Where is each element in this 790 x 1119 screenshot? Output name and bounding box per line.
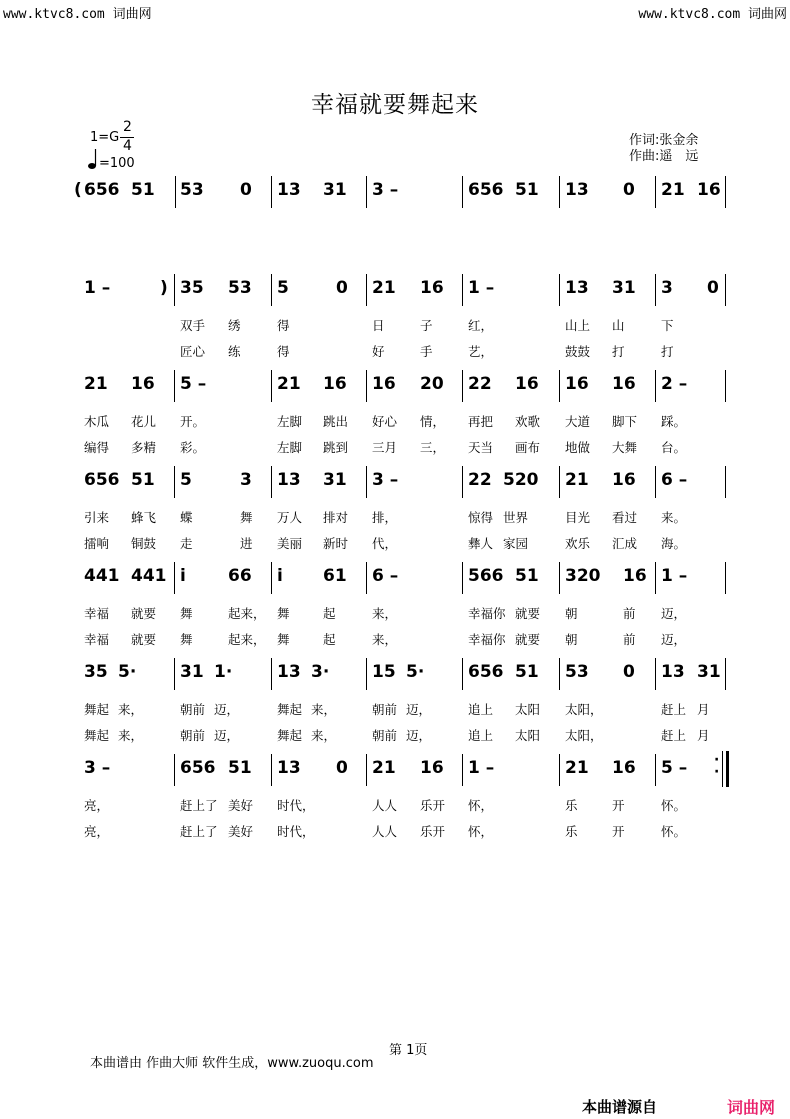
lyric: 赶上 xyxy=(661,702,687,717)
lyric: 得 xyxy=(277,344,290,359)
note: 31 xyxy=(697,662,721,682)
lyric: 美好 xyxy=(228,824,254,839)
note: 0 xyxy=(707,278,719,298)
lyric: 台。 xyxy=(661,440,687,455)
lyric: 迈， xyxy=(214,702,240,717)
lyric: 起 xyxy=(323,632,336,647)
lyric: 舞 xyxy=(180,632,193,647)
note: 21 xyxy=(565,758,589,778)
note: 16 xyxy=(372,374,396,394)
lyric: 天当 xyxy=(468,440,494,455)
note: 20 xyxy=(420,374,444,394)
bar-line xyxy=(655,370,656,402)
note: 320 xyxy=(565,566,601,586)
bar-line xyxy=(271,754,272,786)
bar-line xyxy=(271,370,272,402)
note: 31 xyxy=(323,470,347,490)
time-sig-bottom: 4 xyxy=(123,138,132,154)
note: 5 – xyxy=(180,374,207,394)
lyric: 日 xyxy=(372,318,385,333)
note: 16 xyxy=(420,758,444,778)
lyric: 美丽 xyxy=(277,536,303,551)
note: 1 – xyxy=(84,278,111,298)
lyric: 幸福你 xyxy=(468,606,506,621)
bar-line xyxy=(462,370,463,402)
lyric: 朝前 xyxy=(372,702,398,717)
page-number: 第 1页 xyxy=(389,1043,428,1058)
note: 21 xyxy=(84,374,108,394)
bar-line xyxy=(462,466,463,498)
lyric: 走 xyxy=(180,536,193,551)
note: 1 – xyxy=(661,566,688,586)
bar-line xyxy=(655,658,656,690)
note: 35 xyxy=(84,662,108,682)
lyric: 月 xyxy=(697,728,710,743)
note: 16 xyxy=(623,566,647,586)
note: 5 – xyxy=(661,758,688,778)
bar-line xyxy=(366,466,367,498)
lyric: 跳到 xyxy=(323,440,349,455)
lyric: 家园 xyxy=(503,536,529,551)
lyric: 亮， xyxy=(84,798,110,813)
note: 35 xyxy=(180,278,204,298)
lyric: 美好 xyxy=(228,798,254,813)
lyric: 太阳 xyxy=(515,702,541,717)
lyric: 欢乐 xyxy=(565,536,591,551)
lyric: 乐开 xyxy=(420,824,446,839)
lyric: 来， xyxy=(372,606,398,621)
lyric: 山 xyxy=(612,318,625,333)
lyric: 情， xyxy=(420,414,446,429)
note: 31 xyxy=(612,278,636,298)
lyric: 练 xyxy=(228,344,241,359)
note: 61 xyxy=(323,566,347,586)
note: 13 xyxy=(565,180,589,200)
lyric: 擂响 xyxy=(84,536,110,551)
lyric: 绣 xyxy=(228,318,241,333)
note: 3 xyxy=(661,278,673,298)
bar-line xyxy=(271,274,272,306)
lyric: 乐 xyxy=(565,798,578,813)
bar-line xyxy=(725,274,726,306)
lyric: 好心 xyxy=(372,414,398,429)
lyric: 月 xyxy=(697,702,710,717)
lyric: 来， xyxy=(118,728,144,743)
lyric: 彝人 xyxy=(468,536,494,551)
lyric: 目光 xyxy=(565,510,591,525)
bar-line xyxy=(366,658,367,690)
bar-line xyxy=(174,562,175,594)
bar-line xyxy=(366,562,367,594)
lyric: 朝 xyxy=(565,606,578,621)
lyric: 再把 xyxy=(468,414,494,429)
bar-line xyxy=(174,466,175,498)
lyric: 海。 xyxy=(661,536,687,551)
lyric: 来， xyxy=(311,702,337,717)
note: 441 xyxy=(84,566,120,586)
lyric: 蝶 xyxy=(180,510,193,525)
lyric: 下 xyxy=(661,318,674,333)
key-label: 1=G xyxy=(90,130,120,145)
quarter-note-icon xyxy=(88,147,98,171)
note: 16 xyxy=(612,470,636,490)
bar-line xyxy=(462,274,463,306)
lyric: 欢歌 xyxy=(515,414,541,429)
lyric: 人人 xyxy=(372,824,398,839)
note: 13 xyxy=(277,662,301,682)
lyric: 蜂飞 xyxy=(131,510,157,525)
bar-line xyxy=(175,176,176,208)
bar-line xyxy=(366,176,367,208)
note: 656 xyxy=(180,758,216,778)
lyric: 新时 xyxy=(323,536,349,551)
bar-line xyxy=(366,274,367,306)
footer-note: 本曲谱由 作曲大师 软件生成，www.zuoqu.com xyxy=(90,1056,374,1071)
note: 13 xyxy=(277,470,301,490)
lyric: 来， xyxy=(311,728,337,743)
bar-line xyxy=(725,370,726,402)
note: 21 xyxy=(372,758,396,778)
lyric: 艺， xyxy=(468,344,494,359)
lyric: 舞 xyxy=(277,632,290,647)
lyric: 追上 xyxy=(468,702,494,717)
lyric: 起 xyxy=(323,606,336,621)
lyric: 舞 xyxy=(240,510,253,525)
note: 13 xyxy=(277,758,301,778)
lyric: 打 xyxy=(612,344,625,359)
time-sig-top: 2 xyxy=(123,119,132,135)
note: 16 xyxy=(697,180,721,200)
note: 3 – xyxy=(84,758,111,778)
note: ( xyxy=(74,180,82,200)
note: 16 xyxy=(515,374,539,394)
lyric: 舞起 xyxy=(277,728,303,743)
lyric: 惊得 xyxy=(468,510,494,525)
bar-line xyxy=(174,370,175,402)
lyric: 地做 xyxy=(565,440,591,455)
lyric: 迈， xyxy=(406,702,432,717)
note: 16 xyxy=(131,374,155,394)
note: 656 xyxy=(84,470,120,490)
note: 15 xyxy=(372,662,396,682)
lyricist: 作词:张金余 xyxy=(629,133,699,148)
lyric: 双手 xyxy=(180,318,206,333)
note: 31 xyxy=(323,180,347,200)
lyric: 舞起 xyxy=(84,728,110,743)
note: 13 xyxy=(277,180,301,200)
bar-line xyxy=(559,658,560,690)
note: ) xyxy=(160,278,168,298)
bar-line xyxy=(462,176,463,208)
note: 16 xyxy=(420,278,444,298)
lyric: 来。 xyxy=(661,510,687,525)
note: 13 xyxy=(661,662,685,682)
lyric: 起来， xyxy=(228,632,266,647)
note: 51 xyxy=(515,180,539,200)
lyric: 就要 xyxy=(131,606,157,621)
note: 53 xyxy=(565,662,589,682)
lyric: 跳出 xyxy=(323,414,349,429)
note: 6 – xyxy=(372,566,399,586)
lyric: 手 xyxy=(420,344,433,359)
note: 3· xyxy=(311,662,330,682)
final-barline-thick xyxy=(726,751,729,787)
lyric: 朝前 xyxy=(180,728,206,743)
bar-line xyxy=(725,658,726,690)
note: 53 xyxy=(228,278,252,298)
lyric: 大舞 xyxy=(612,440,638,455)
lyric: 来， xyxy=(118,702,144,717)
note: 21 xyxy=(565,470,589,490)
lyric: 怀， xyxy=(468,798,494,813)
lyric: 乐 xyxy=(565,824,578,839)
lyric: 鼓鼓 xyxy=(565,344,591,359)
lyric: 舞起 xyxy=(277,702,303,717)
lyric: 山上 xyxy=(565,318,591,333)
lyric: 脚下 xyxy=(612,414,638,429)
lyric: 来， xyxy=(372,632,398,647)
note: 16 xyxy=(612,758,636,778)
lyric: 迈， xyxy=(406,728,432,743)
lyric: 得 xyxy=(277,318,290,333)
note: 656 xyxy=(84,180,120,200)
note: 13 xyxy=(565,278,589,298)
note: 16 xyxy=(612,374,636,394)
lyric: 太阳， xyxy=(565,728,603,743)
bar-line xyxy=(462,658,463,690)
lyric: 舞 xyxy=(180,606,193,621)
lyric: 前 xyxy=(623,606,636,621)
note: 22 xyxy=(468,374,492,394)
lyric: 大道 xyxy=(565,414,591,429)
lyric: 怀。 xyxy=(661,798,687,813)
lyric: 左脚 xyxy=(277,414,303,429)
bar-line xyxy=(655,754,656,786)
lyric: 子 xyxy=(420,318,433,333)
lyric: 编得 xyxy=(84,440,110,455)
bar-line xyxy=(559,466,560,498)
lyric: 追上 xyxy=(468,728,494,743)
lyric: 进 xyxy=(240,536,253,551)
lyric: 匠心 xyxy=(180,344,206,359)
lyric: 开 xyxy=(612,824,625,839)
lyric: 亮， xyxy=(84,824,110,839)
bar-line xyxy=(655,274,656,306)
source-site[interactable]: 词曲网 xyxy=(727,1098,776,1117)
note: 3 – xyxy=(372,180,399,200)
final-barline-thin xyxy=(722,751,723,787)
note: 21 xyxy=(661,180,685,200)
lyric: 太阳 xyxy=(515,728,541,743)
note: 2 – xyxy=(661,374,688,394)
note: 520 xyxy=(503,470,539,490)
lyric: 代， xyxy=(372,536,398,551)
note: 53 xyxy=(180,180,204,200)
note: 66 xyxy=(228,566,252,586)
watermark-left: www.ktvc8.com 词曲网 xyxy=(3,7,152,22)
lyric: 起来， xyxy=(228,606,266,621)
lyric: 多精 xyxy=(131,440,157,455)
lyric: 幸福 xyxy=(84,632,110,647)
bar-line xyxy=(174,658,175,690)
lyric: 前 xyxy=(623,632,636,647)
bar-line xyxy=(271,562,272,594)
lyric: 就要 xyxy=(131,632,157,647)
bar-line xyxy=(559,274,560,306)
repeat-dots: · · xyxy=(714,752,720,780)
note: 3 xyxy=(240,470,252,490)
lyric: 怀。 xyxy=(661,824,687,839)
note: 656 xyxy=(468,180,504,200)
note: i xyxy=(180,566,186,586)
note: 5 xyxy=(277,278,289,298)
note: 51 xyxy=(228,758,252,778)
note: 21 xyxy=(372,278,396,298)
lyric: 人人 xyxy=(372,798,398,813)
note: 51 xyxy=(131,180,155,200)
lyric: 朝前 xyxy=(372,728,398,743)
note: 5· xyxy=(118,662,137,682)
note: 21 xyxy=(277,374,301,394)
lyric: 赶上了 xyxy=(180,824,218,839)
note: i xyxy=(277,566,283,586)
lyric: 幸福 xyxy=(84,606,110,621)
lyric: 三月 xyxy=(372,440,398,455)
lyric: 舞 xyxy=(277,606,290,621)
lyric: 就要 xyxy=(515,606,541,621)
lyric: 左脚 xyxy=(277,440,303,455)
lyric: 汇成 xyxy=(612,536,638,551)
bar-line xyxy=(174,754,175,786)
lyric: 铜鼓 xyxy=(131,536,157,551)
note: 51 xyxy=(515,566,539,586)
note: 5· xyxy=(406,662,425,682)
lyric: 太阳， xyxy=(565,702,603,717)
note: 5 xyxy=(180,470,192,490)
note: 31 xyxy=(180,662,204,682)
lyric: 迈， xyxy=(661,632,687,647)
note: 566 xyxy=(468,566,504,586)
bar-line xyxy=(366,754,367,786)
note: 22 xyxy=(468,470,492,490)
note: 0 xyxy=(336,758,348,778)
lyric: 迈， xyxy=(214,728,240,743)
composer: 作曲:遥 远 xyxy=(629,149,699,164)
bar-line xyxy=(271,658,272,690)
bar-line xyxy=(655,176,656,208)
lyric: 踩。 xyxy=(661,414,687,429)
bar-line xyxy=(271,466,272,498)
lyric: 三， xyxy=(420,440,446,455)
bar-line xyxy=(271,176,272,208)
bar-line xyxy=(725,466,726,498)
lyric: 画布 xyxy=(515,440,541,455)
lyric: 引来 xyxy=(84,510,110,525)
note: 0 xyxy=(623,180,635,200)
lyric: 排， xyxy=(372,510,398,525)
source-label: 本曲谱源自 xyxy=(582,1098,658,1116)
bar-line xyxy=(366,370,367,402)
lyric: 排对 xyxy=(323,510,349,525)
lyric: 乐开 xyxy=(420,798,446,813)
lyric: 就要 xyxy=(515,632,541,647)
lyric: 打 xyxy=(661,344,674,359)
lyric: 好 xyxy=(372,344,385,359)
lyric: 怀， xyxy=(468,824,494,839)
note: 0 xyxy=(240,180,252,200)
note: 6 – xyxy=(661,470,688,490)
note: 441 xyxy=(131,566,167,586)
bar-line xyxy=(462,562,463,594)
lyric: 万人 xyxy=(277,510,303,525)
note: 51 xyxy=(131,470,155,490)
lyric: 看过 xyxy=(612,510,638,525)
bar-line xyxy=(462,754,463,786)
bar-line xyxy=(174,274,175,306)
lyric: 朝 xyxy=(565,632,578,647)
tempo: =100 xyxy=(99,156,135,171)
note: 0 xyxy=(623,662,635,682)
bar-line xyxy=(559,370,560,402)
note: 1· xyxy=(214,662,233,682)
lyric: 赶上 xyxy=(661,728,687,743)
note: 16 xyxy=(323,374,347,394)
watermark-right: www.ktvc8.com 词曲网 xyxy=(638,7,787,22)
note: 1 – xyxy=(468,758,495,778)
lyric: 开。 xyxy=(180,414,206,429)
note: 1 – xyxy=(468,278,495,298)
bar-line xyxy=(655,562,656,594)
lyric: 时代， xyxy=(277,824,315,839)
lyric: 开 xyxy=(612,798,625,813)
bar-line xyxy=(559,176,560,208)
bar-line xyxy=(655,466,656,498)
note: 16 xyxy=(565,374,589,394)
note: 51 xyxy=(515,662,539,682)
lyric: 时代， xyxy=(277,798,315,813)
lyric: 世界 xyxy=(503,510,529,525)
note: 3 – xyxy=(372,470,399,490)
lyric: 彩。 xyxy=(180,440,206,455)
lyric: 舞起 xyxy=(84,702,110,717)
note: 656 xyxy=(468,662,504,682)
song-title: 幸福就要舞起来 xyxy=(311,92,479,118)
note: 0 xyxy=(336,278,348,298)
lyric: 红， xyxy=(468,318,494,333)
bar-line xyxy=(559,754,560,786)
lyric: 朝前 xyxy=(180,702,206,717)
lyric: 木瓜 xyxy=(84,414,110,429)
lyric: 赶上了 xyxy=(180,798,218,813)
bar-line xyxy=(725,562,726,594)
bar-line xyxy=(725,176,726,208)
lyric: 迈， xyxy=(661,606,687,621)
lyric: 幸福你 xyxy=(468,632,506,647)
lyric: 花儿 xyxy=(131,414,157,429)
bar-line xyxy=(559,562,560,594)
